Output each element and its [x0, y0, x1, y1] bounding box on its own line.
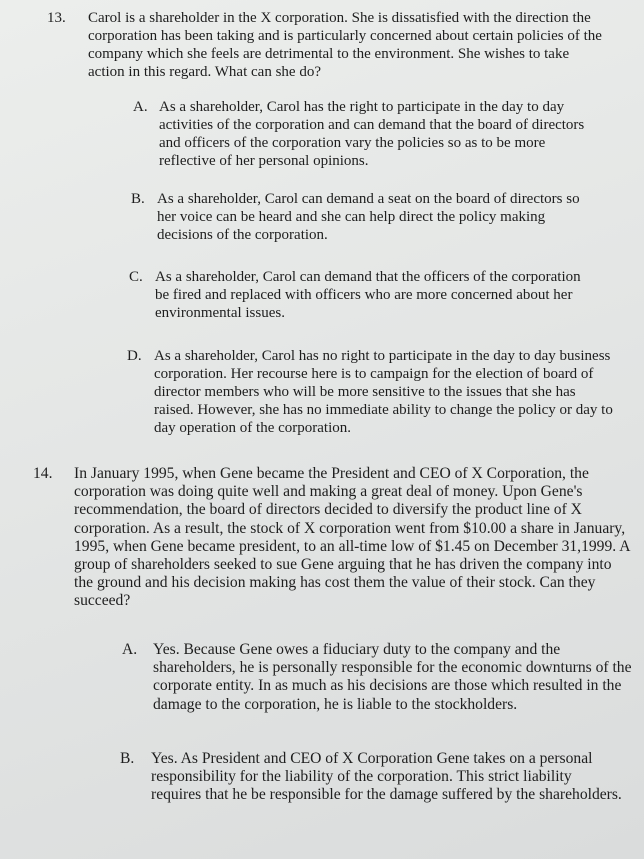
option-text: As a shareholder, Carol has no right to participate in the day to day business corporation. Her recourse here is to campaign for the election of board of director members who will be more sensitive to the issues that she has raised. However, she has no immediate ability to change the policy or day to day operation of the corporation.	[154, 348, 613, 436]
question-text: In January 1995, when Gene became the President and CEO of X Corporation, the corporation was doing quite well and making a great deal of money. Upon Gene's recommendation, the board of directors decided to diversify the product line of X corporation. As a result, the stock of X corporation went from $10.00 a share in January, 1995, when Gene became president, to an all-time low of $1.45 on December 31,1999. A group of shareholders seeked to sue Gene arguing that he has driven the company into the ground and his decision making has cost them the value of their stock. Can they succeed?	[74, 465, 630, 610]
option-text: Yes. As President and CEO of X Corporation Gene takes on a personal responsibility for the liability of the corporation. This strict liability requires that he be responsible for the damage suffered by the shareholders.	[151, 750, 622, 804]
option-letter: A.	[133, 99, 148, 115]
option-letter: A.	[122, 641, 138, 658]
option-text: As a shareholder, Carol can demand that the officers of the corporation be fired and replaced with officers who are more concerned about her environmental issues.	[155, 269, 581, 321]
question-number: 13.	[47, 10, 66, 26]
question-text: Carol is a shareholder in the X corporation. She is dissatisfied with the direction the corporation has been taking and is particularly concerned about certain policies of the company which she feels are detrimental to the environment. She wishes to take action in this regard. What can she do?	[88, 10, 602, 80]
option-text: Yes. Because Gene owes a fiduciary duty to the company and the shareholders, he is personally responsible for the economic downturns of the corporate entity. In as much as his decisions are those which resulted in the damage to the corporation, he is liable to the stockholders.	[153, 641, 632, 713]
option-text: As a shareholder, Carol has the right to participate in the day to day activities of the corporation and can demand that the board of directors and officers of the corporation vary the policies so as to be more reflective of her personal opinions.	[159, 99, 585, 169]
option-letter: D.	[127, 348, 142, 364]
question-number: 14.	[33, 465, 53, 482]
option-letter: C.	[129, 269, 143, 285]
option-letter: B.	[120, 750, 135, 767]
option-letter: B.	[131, 191, 145, 207]
option-text: As a shareholder, Carol can demand a seat on the board of directors so her voice can be heard and she can help direct the policy making decisions of the corporation.	[157, 191, 580, 243]
